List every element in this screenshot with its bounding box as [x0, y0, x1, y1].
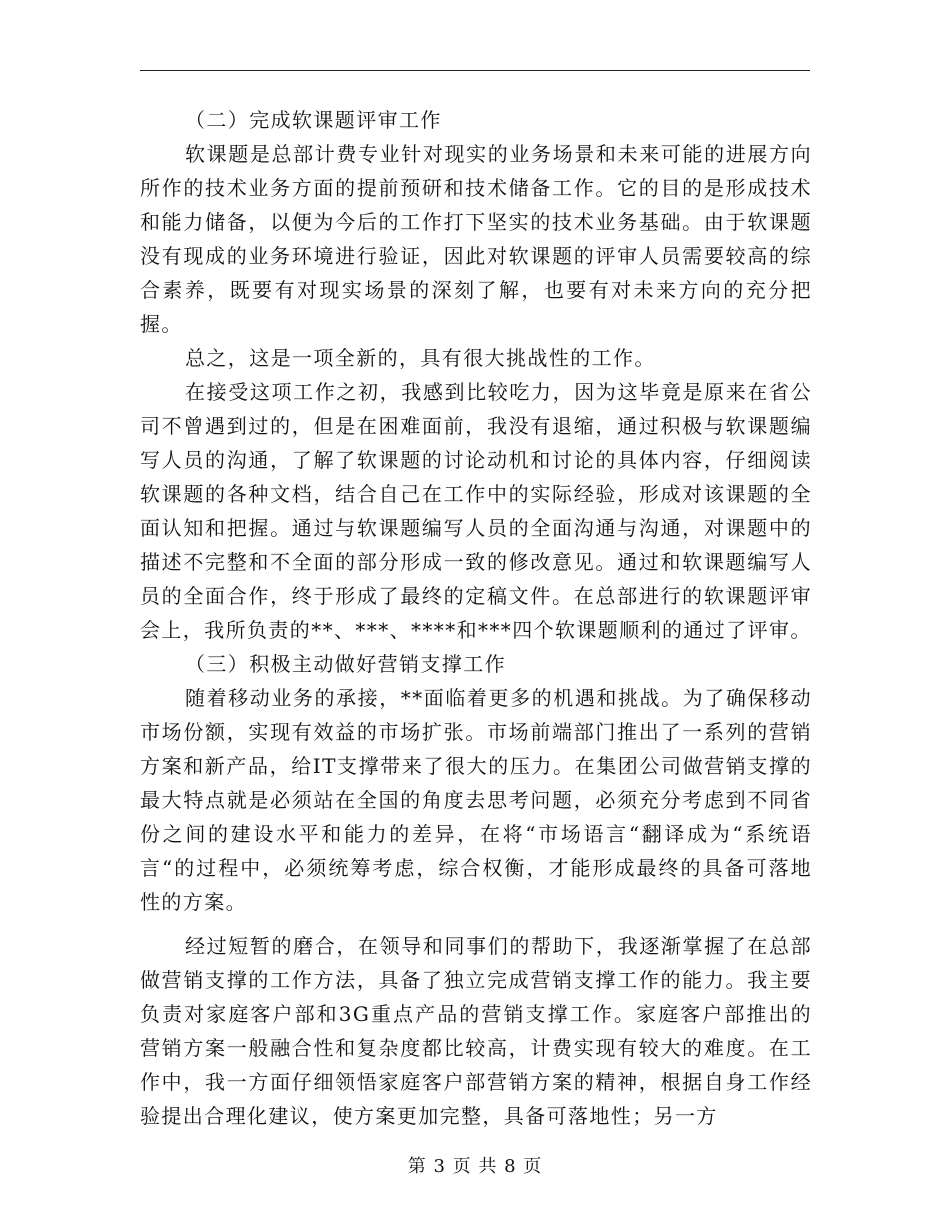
document-body	[140, 103, 812, 1133]
body-paragraph: 总之，这是一项全新的，具有很大挑战性的工作。	[185, 346, 656, 370]
page-footer: 第 3 页 共 8 页	[407, 1156, 543, 1177]
section-heading-3: （三）积极主动做好营销支撑工作	[185, 652, 506, 676]
body-paragraph: 在接受这项工作之初，我感到比较吃力，因为这毕竟是原来在省公司不曾遇到过的，但是在困难面前，我没有退缩，通过积极与软课题编写人员的沟通，了解了软课题的讨论动机和讨论的具体内容，仔细阅读软课题的各种文档，结合自己在工作中的实际经验，形成对该课题的全面认知和把握。通过与软课题编写人员的全面沟通与沟通，对课题中的描述不完整和不全面的部分形成一致的修改意见。通过和软课题编写人员的全面合作，终于形成了最终的定稿文件。在总部进行的软课题评审会上，我所负责的**、***、****和***四个软课题顺利的通过了评审。	[140, 380, 812, 642]
section-heading-2: （二）完成软课题评审工作	[185, 108, 442, 132]
header-rule	[140, 70, 810, 71]
body-paragraph: 随着移动业务的承接，**面临着更多的机遇和挑战。为了确保移动市场份额，实现有效益的市场扩张。市场前端部门推出了一系列的营销方案和新产品，给IT支撑带来了很大的压力。在集团公司做营销支撑的最大特点就是必须站在全国的角度去思考问题，必须充分考虑到不同省份之间的建设水平和能力的差异，在将“市场语言“翻译成为“系统语言“的过程中，必须统筹考虑，综合权衡，才能形成最终的具备可落地性的方案。	[140, 686, 812, 914]
body-paragraph: 软课题是总部计费专业针对现实的业务场景和未来可能的进展方向所作的技术业务方面的提前预研和技术储备工作。它的目的是形成技术和能力储备，以便为今后的工作打下坚实的技术业务基础。由于软课题没有现成的业务环境进行验证，因此对软课题的评审人员需要较高的综合素养，既要有对现实场景的深刻了解，也要有对未来方向的充分把握。	[140, 142, 812, 336]
body-paragraph: 经过短暂的磨合，在领导和同事们的帮助下，我逐渐掌握了在总部做营销支撑的工作方法，具备了独立完成营销支撑工作的能力。我主要负责对家庭客户部和3G重点产品的营销支撑工作。家庭客户部推出的营销方案一般融合性和复杂度都比较高，计费实现有较大的难度。在工作中，我一方面仔细领悟家庭客户部营销方案的精神，根据自身工作经验提出合理化建议，使方案更加完整，具备可落地性；另一方	[140, 934, 812, 1128]
